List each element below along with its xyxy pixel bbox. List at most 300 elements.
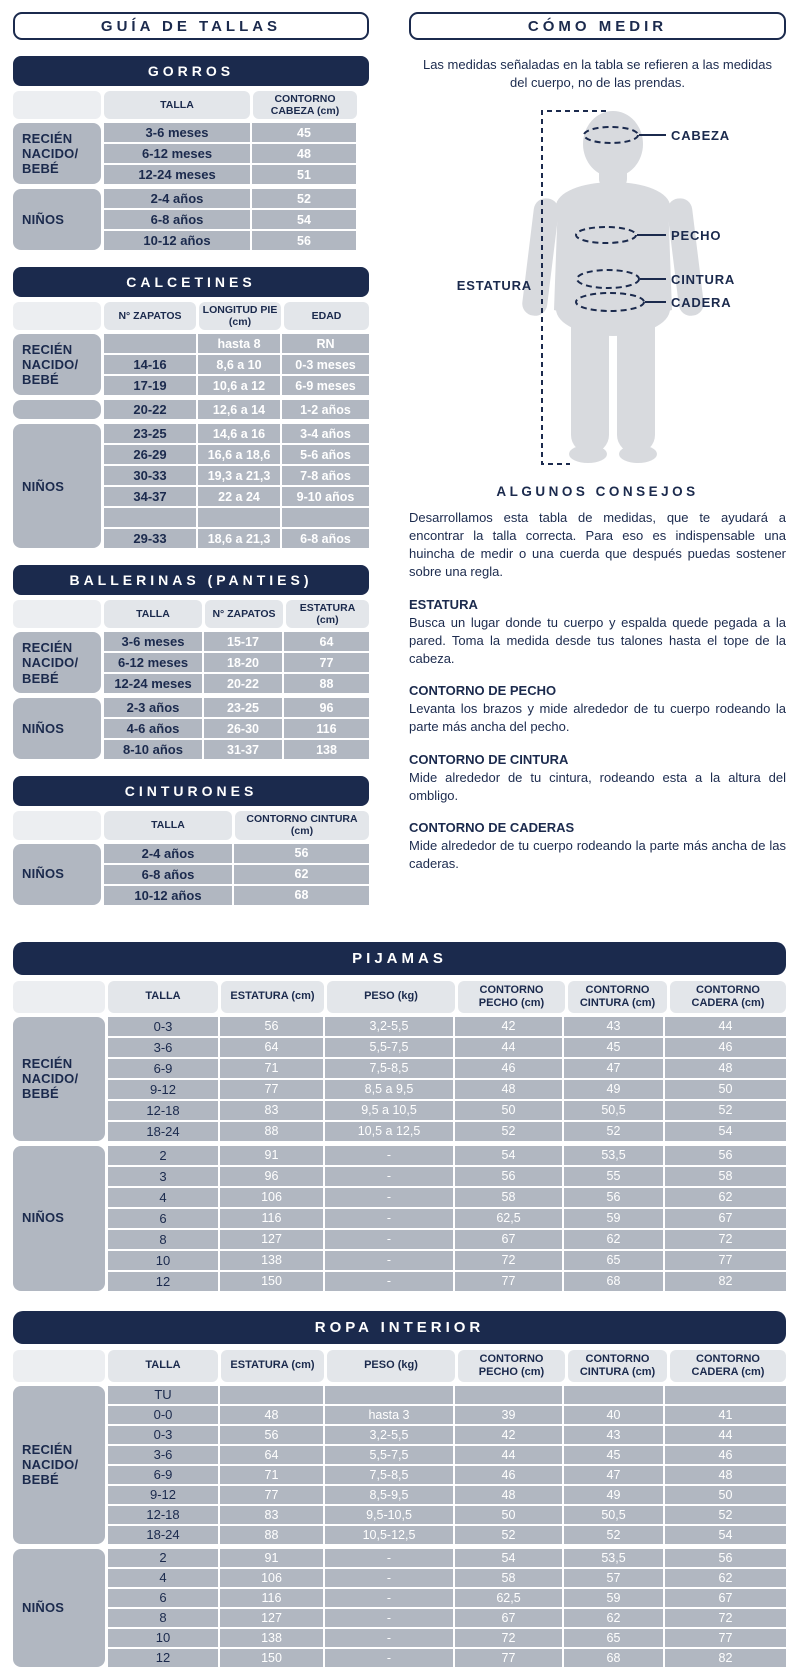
table-corner-cell [13,811,101,839]
table-cell: 12,6 a 14 [198,400,280,419]
table-cell: 65 [564,1251,663,1270]
table-rows [108,1017,786,1141]
table-cell: 71 [220,1466,323,1484]
row-group-label: RECIÉN NACIDO/ BEBÉ [13,123,101,184]
table-cell: 58 [455,1569,562,1587]
table-row [104,445,369,464]
table-row [104,865,369,884]
table-cell: 72 [455,1629,562,1647]
table-cell [104,508,196,527]
table-rows [104,698,369,759]
row-group-label: RECIÉN NACIDO/ BEBÉ [13,1017,105,1141]
table-cell: 68 [564,1272,663,1291]
cinturones-title: CINTURONES [13,776,369,806]
table-row [108,1101,786,1120]
cadera-label: CADERA [670,294,731,310]
table-row [108,1209,786,1228]
tip-text: Mide alrededor de tu cuerpo rodeando la parte más ancha de las caderas. [409,837,786,872]
table-cell: 77 [455,1272,562,1291]
table-row [104,355,369,374]
table-rows [104,844,369,905]
tip-contorno-pecho [409,683,786,736]
table-rows [104,424,369,548]
table-cell: 52 [665,1101,786,1120]
table-rows [104,334,369,395]
table-cell: 68 [234,886,369,905]
table-cell: 18-24 [108,1122,218,1141]
table-cell: 6-12 meses [104,144,250,163]
table-cell: 10,5 a 12,5 [325,1122,453,1141]
table-cell: 23-25 [204,698,282,717]
table-cell: 43 [564,1017,663,1036]
table-cell: 26-29 [104,445,196,464]
table-cell: 19,3 a 21,3 [198,466,280,485]
how-to-measure-title: CÓMO MEDIR [409,12,786,40]
row-group-label: NIÑOS [13,1549,105,1667]
table-cell: 116 [284,719,369,738]
table-rows [108,1146,786,1291]
table-cell: - [325,1549,453,1567]
table-cell: 59 [564,1589,663,1607]
table-cell: 42 [455,1017,562,1036]
table-cell: 56 [220,1426,323,1444]
table-cell [325,1386,453,1404]
table-cell: 50 [455,1506,562,1524]
table-row [108,1526,786,1544]
table-cell: 77 [220,1080,323,1099]
table-row [108,1569,786,1587]
table-row [108,1146,786,1165]
column-header: CONTORNO CABEZA (cm) [253,91,357,119]
table-cell: 67 [665,1209,786,1228]
table-cell: 48 [665,1466,786,1484]
table-cell: 18-20 [204,653,282,672]
table-cell: - [325,1167,453,1186]
table-cell: 20-22 [204,674,282,693]
table-cell: 3 [108,1167,218,1186]
table-cell: 116 [220,1589,323,1607]
left-column [13,12,369,922]
table-cell: 3-6 [108,1038,218,1057]
table-cell: 3,2-5,5 [325,1017,453,1036]
table-cell: 138 [284,740,369,759]
table-cell: 22 a 24 [198,487,280,506]
top-two-column-layout [13,12,786,922]
table-cell: 10 [108,1629,218,1647]
table-row [108,1466,786,1484]
table-cell: 2 [108,1549,218,1567]
table-cell: 46 [455,1059,562,1078]
table-row [104,740,369,759]
table-cell: TU [108,1386,218,1404]
ballerinas-table [13,600,369,759]
table-row [104,674,369,693]
row-group-label [13,400,101,419]
table-band [13,334,369,395]
table-row [108,1038,786,1057]
table-cell [220,1386,323,1404]
table-cell: 3-6 [108,1446,218,1464]
table-cell: 48 [455,1486,562,1504]
table-cell: 67 [455,1609,562,1627]
table-cell: 56 [665,1549,786,1567]
table-band [13,189,369,250]
table-cell: 9,5-10,5 [325,1506,453,1524]
table-cell: 52 [455,1526,562,1544]
table-cell: 4 [108,1569,218,1587]
table-header-row [13,91,369,119]
table-band [13,1017,786,1141]
table-band [13,698,369,759]
table-row [108,1188,786,1207]
table-cell: 44 [665,1426,786,1444]
table-cell: 77 [220,1486,323,1504]
column-header: LONGITUD PIE (cm) [199,302,281,330]
table-cell: 82 [665,1272,786,1291]
table-cell: 62 [665,1188,786,1207]
table-cell: 88 [284,674,369,693]
table-row [108,1080,786,1099]
row-group-label: NIÑOS [13,189,101,250]
table-cell: 53,5 [564,1146,663,1165]
table-cell: 0-0 [108,1406,218,1424]
table-row [104,487,369,506]
table-cell: - [325,1272,453,1291]
column-header: CONTORNO PECHO (cm) [458,1350,565,1382]
calcetines-table [13,302,369,548]
table-row [108,1272,786,1291]
table-cell: 44 [665,1017,786,1036]
table-cell: 62 [234,865,369,884]
cinturones-table [13,811,369,904]
table-cell: 7,5-8,5 [325,1466,453,1484]
table-cell: 6-8 años [282,529,369,548]
table-cell: 48 [455,1080,562,1099]
table-cell: 16,6 a 18,6 [198,445,280,464]
table-row [104,886,369,905]
table-cell: 45 [252,123,356,142]
table-row [104,400,369,419]
table-row [108,1446,786,1464]
column-header: TALLA [108,1350,218,1382]
table-cell: 14-16 [104,355,196,374]
table-cell: 9-12 [108,1486,218,1504]
table-cell: 47 [564,1466,663,1484]
table-cell: 64 [284,632,369,651]
table-cell: 64 [220,1038,323,1057]
table-cell: 45 [564,1446,663,1464]
column-header: EDAD [284,302,369,330]
table-cell: 18-24 [108,1526,218,1544]
table-cell: 29-33 [104,529,196,548]
table-cell: 6 [108,1209,218,1228]
table-row [104,210,356,229]
table-cell: 12-18 [108,1506,218,1524]
table-corner-cell [13,1350,105,1382]
table-cell: 2-3 años [104,698,202,717]
table-cell: 8,5-9,5 [325,1486,453,1504]
table-cell [665,1386,786,1404]
table-cell: 56 [564,1188,663,1207]
row-group-label: NIÑOS [13,698,101,759]
table-cell: - [325,1146,453,1165]
table-cell: 26-30 [204,719,282,738]
table-cell: 12-18 [108,1101,218,1120]
table-cell: - [325,1629,453,1647]
table-cell: 83 [220,1506,323,1524]
row-group-label: NIÑOS [13,424,101,548]
section-ropa-interior [13,1311,786,1667]
table-row [108,1629,786,1647]
table-row [108,1251,786,1270]
table-corner-cell [13,981,105,1013]
table-cell: 72 [665,1609,786,1627]
table-cell: 50 [665,1486,786,1504]
table-rows [108,1549,786,1667]
table-cell: 5,5-7,5 [325,1038,453,1057]
table-cell: 39 [455,1406,562,1424]
table-row [108,1589,786,1607]
tip-heading: CONTORNO DE CADERAS [409,819,575,835]
table-row [104,508,369,527]
table-cell: 3-6 meses [104,123,250,142]
column-header: ESTATURA (cm) [221,1350,324,1382]
table-cell: - [325,1251,453,1270]
table-cell: 54 [455,1549,562,1567]
table-cell: 65 [564,1629,663,1647]
table-cell: 49 [564,1080,663,1099]
table-header-row [13,600,369,628]
table-row [104,165,356,184]
ropa-interior-table [13,1350,786,1667]
table-cell: 3-6 meses [104,632,202,651]
table-cell: 6 [108,1589,218,1607]
table-cell [455,1386,562,1404]
table-cell: 77 [284,653,369,672]
table-cell: 127 [220,1609,323,1627]
column-header: CONTORNO PECHO (cm) [458,981,565,1013]
table-cell: 45 [564,1038,663,1057]
pecho-label: PECHO [670,227,721,243]
table-cell: 91 [220,1146,323,1165]
table-header-row [13,302,369,330]
table-cell: 0-3 meses [282,355,369,374]
table-cell: 2 [108,1146,218,1165]
table-cell: 54 [455,1146,562,1165]
table-cell: 62 [665,1569,786,1587]
tip-text: Levanta los brazos y mide alrededor de tu cuerpo rodeando la parte más ancha del pecho. [409,701,786,735]
table-cell: 82 [665,1649,786,1667]
table-cell: 8,6 a 10 [198,355,280,374]
table-row [108,1406,786,1424]
table-cell: 4-6 años [104,719,202,738]
table-cell: 3-4 años [282,424,369,443]
table-cell: 52 [455,1122,562,1141]
table-rows [104,400,369,419]
table-cell: 30-33 [104,466,196,485]
pijamas-title: PIJAMAS [13,942,786,975]
table-cell: 88 [220,1122,323,1141]
calcetines-title: CALCETINES [13,267,369,297]
table-cell: - [325,1230,453,1249]
table-cell: 15-17 [204,632,282,651]
table-cell: 2-4 años [104,844,232,863]
table-cell: 9,5 a 10,5 [325,1101,453,1120]
table-cell: 46 [665,1446,786,1464]
table-cell: 6-9 meses [282,376,369,395]
table-corner-cell [13,600,101,628]
column-header: CONTORNO CADERA (cm) [670,981,786,1013]
column-header: PESO (kg) [327,981,455,1013]
table-cell: 6-12 meses [104,653,202,672]
table-row [104,231,356,250]
section-pijamas [13,942,786,1291]
table-band [13,123,369,184]
table-rows [104,123,356,184]
table-cell: 127 [220,1230,323,1249]
tip-estatura [409,597,786,669]
table-cell: 2-4 años [104,189,250,208]
table-cell: 12-24 meses [104,165,250,184]
table-cell: 52 [665,1506,786,1524]
table-cell: 106 [220,1569,323,1587]
table-cell: 10,6 a 12 [198,376,280,395]
table-row [108,1506,786,1524]
table-cell: 52 [564,1526,663,1544]
table-cell: RN [282,334,369,353]
table-cell: 68 [564,1649,663,1667]
table-cell: 8 [108,1609,218,1627]
section-calcetines [13,267,369,548]
table-cell: 77 [455,1649,562,1667]
table-cell: 12 [108,1272,218,1291]
column-header: TALLA [108,981,218,1013]
table-cell: 54 [665,1526,786,1544]
table-cell: 96 [220,1167,323,1186]
table-band [13,400,369,419]
table-cell: 6-9 [108,1466,218,1484]
table-cell: 54 [665,1122,786,1141]
table-cell: 96 [284,698,369,717]
table-cell: 116 [220,1209,323,1228]
table-row [104,653,369,672]
column-header: ESTATURA (cm) [221,981,324,1013]
table-cell: 56 [455,1167,562,1186]
table-row [104,632,369,651]
table-cell: 5-6 años [282,445,369,464]
table-cell: 55 [564,1167,663,1186]
table-cell: - [325,1209,453,1228]
table-cell: 88 [220,1526,323,1544]
table-cell: 64 [220,1446,323,1464]
table-cell: 10,5-12,5 [325,1526,453,1544]
estatura-label: ESTATURA [456,277,532,293]
table-cell: 77 [665,1629,786,1647]
table-cell: 46 [455,1466,562,1484]
table-cell: 1-2 años [282,400,369,419]
column-header: TALLA [104,811,232,839]
table-row [104,376,369,395]
table-band [13,1549,786,1667]
table-cell: 8 [108,1230,218,1249]
table-cell: 8,5 a 9,5 [325,1080,453,1099]
table-cell: - [325,1589,453,1607]
column-header: PESO (kg) [327,1350,455,1382]
column-header: N° ZAPATOS [205,600,283,628]
table-cell: 41 [665,1406,786,1424]
table-corner-cell [13,91,101,119]
table-row [104,123,356,142]
table-cell: 56 [234,844,369,863]
table-row [104,719,369,738]
table-cell [564,1386,663,1404]
table-cell: 52 [252,189,356,208]
table-band [13,632,369,693]
table-row [104,844,369,863]
tip-text: Busca un lugar donde tu cuerpo y espalda quede pegada a la pared. Toma la medida desde tus talones hasta el tope de la cabeza. [409,614,786,666]
table-cell: - [325,1569,453,1587]
table-cell: 62 [564,1609,663,1627]
table-row [108,1486,786,1504]
tips-title: ALGUNOS CONSEJOS [496,483,699,499]
table-cell: 14,6 a 16 [198,424,280,443]
table-cell: 6-8 años [104,865,232,884]
table-row [108,1609,786,1627]
column-header: N° ZAPATOS [104,302,196,330]
table-cell: 9-10 años [282,487,369,506]
table-cell: 7-8 años [282,466,369,485]
table-cell: 91 [220,1549,323,1567]
section-gorros [13,56,369,250]
tip-heading: CONTORNO DE CINTURA [409,751,569,767]
table-cell: 6-8 años [104,210,250,229]
table-cell: - [325,1188,453,1207]
table-band [13,844,369,905]
measure-intro-text: Las medidas señaladas en la tabla se refieren a las medidas del cuerpo, no de las prendas. [422,57,773,90]
table-cell: 56 [220,1017,323,1036]
table-row [104,189,356,208]
table-cell: 9-12 [108,1080,218,1099]
table-band [13,1146,786,1291]
table-cell: 0-3 [108,1426,218,1444]
table-cell: 12 [108,1649,218,1667]
table-rows [108,1386,786,1544]
table-cell: 8-10 años [104,740,202,759]
table-band [13,424,369,548]
table-row [104,698,369,717]
table-cell: 10 [108,1251,218,1270]
table-cell: 57 [564,1569,663,1587]
table-cell: 138 [220,1629,323,1647]
table-cell: 138 [220,1251,323,1270]
child-silhouette-figure [418,102,778,474]
table-cell: 54 [252,210,356,229]
table-cell: 43 [564,1426,663,1444]
cintura-label: CINTURA [670,271,735,287]
table-row [108,1649,786,1667]
row-group-label: RECIÉN NACIDO/ BEBÉ [13,632,101,693]
table-cell: hasta 3 [325,1406,453,1424]
table-cell: 17-19 [104,376,196,395]
table-row [104,529,369,548]
table-cell: 59 [564,1209,663,1228]
body-silhouette [520,111,704,463]
tip-heading: ESTATURA [409,596,478,612]
table-cell: 106 [220,1188,323,1207]
table-cell: 47 [564,1059,663,1078]
row-group-label: RECIÉN NACIDO/ BEBÉ [13,1386,105,1544]
ropa-interior-title: ROPA INTERIOR [13,1311,786,1344]
